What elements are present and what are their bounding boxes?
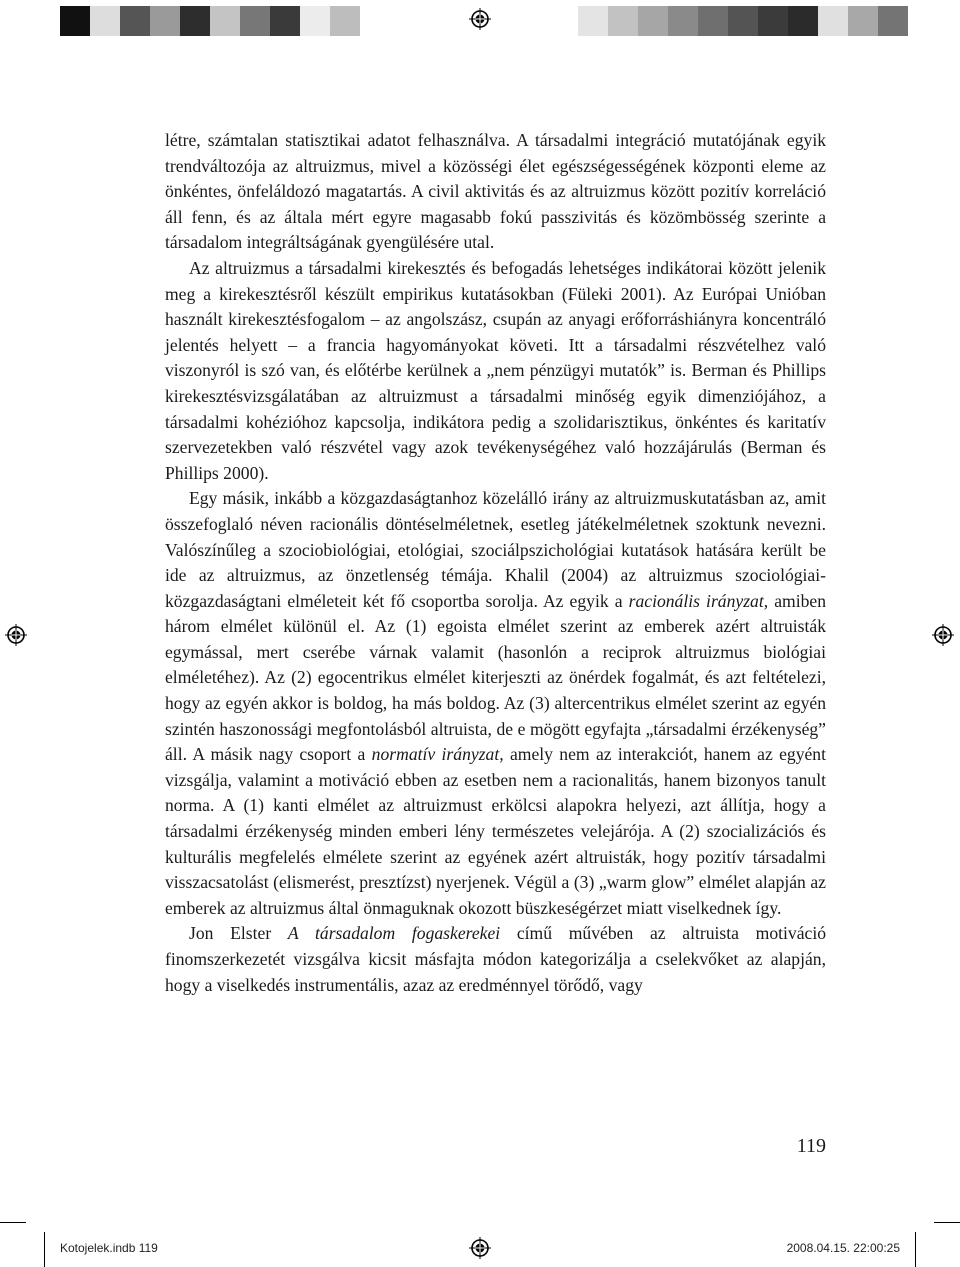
text-run: amely nem az interakciót, hanem az egyént vizsgálja, valamint a motiváció ebben az esetben nem a racionalitás, hanem bizonyos tanult norma. A (1) kanti elmélet az altruizmust erkölcsi alapokra helyezi, azt állítja, hogy a társadalmi érzékenység minden emberi lény természetes velejárója. A (2) szocializációs és kulturális megfelelés elmélete szerint az egyének azért altruisták, hogy pozitív társadalmi visszacsatolást (elismerést, presztízst) nyerjenek. Végül a (3) „warm glow” elmélet alapján az emberek az altruizmus által önmaguknak okozott büszkeségérzet miatt viselkednek így. xyxy=(165,744,826,918)
color-swatch xyxy=(330,6,360,36)
text-run: című művében az altruista motiváció finomszerkezetét vizsgálva kicsit másfajta módon kategorizálja a cselekvőket az alapján, hogy a viselkedés instrumentális, azaz az eredménnyel törődő, vagy xyxy=(165,923,827,995)
crop-mark xyxy=(915,1232,916,1267)
italic-text: normatív irányzat, xyxy=(371,744,504,765)
text-run: Jon Elster xyxy=(189,923,288,944)
body-text xyxy=(165,128,826,998)
color-swatch xyxy=(210,6,240,36)
italic-text: A társadalom fogaskerekei xyxy=(287,923,501,944)
color-bar-right xyxy=(578,6,908,36)
registration-mark-icon xyxy=(469,1237,491,1259)
color-swatch xyxy=(270,6,300,36)
color-swatch xyxy=(848,6,878,36)
color-swatch xyxy=(788,6,818,36)
paragraph xyxy=(165,256,826,486)
color-swatch xyxy=(300,6,330,36)
italic-text: racionális irányzat, xyxy=(628,590,769,611)
slug-file-info: Kotojelek.indb 119 xyxy=(60,1241,158,1255)
paragraph xyxy=(165,921,826,998)
text-run: létre, számtalan statisztikai adatot felhasználva. A társadalmi integráció mutatójának egyik trendváltozója az altruizmus, mivel a közösségi élet egészségességének központi eleme az önkéntes, önfeláldozó magatartás. A civil aktivitás és az altruizmus között pozitív korreláció áll fenn, és az általa mért egyre magasabb fokú passzivitás és közömbösség szerinte a társadalom integráltságának gyengülésére utal. xyxy=(165,130,826,253)
crop-mark xyxy=(0,1222,26,1223)
color-swatch xyxy=(698,6,728,36)
color-swatch xyxy=(878,6,908,36)
color-swatch xyxy=(60,6,90,36)
crop-mark xyxy=(44,1232,45,1267)
text-run: amiben három elmélet különül el. Az (1) egoista elmélet szerint az emberek azért altruisták egymással, mert cserébe várnak valamit (hasonlón a reciprok altruizmus biológiai elméletéhez). Az (2) egocentrikus elmélet kiterjeszti az önérdek fogalmát, és azt feltételezi, hogy az egyén akkor is boldog, ha más boldog. Az (3) altercentrikus elmélet szerint az egyén szintén haszonossági megfontolásból altruista, de e mögött egyfajta „társadalmi érzékenység” áll. A másik nagy csoport a xyxy=(165,590,827,765)
color-swatch xyxy=(150,6,180,36)
color-bar-left xyxy=(60,6,360,36)
color-swatch xyxy=(638,6,668,36)
color-swatch xyxy=(758,6,788,36)
page-number: 119 xyxy=(796,1135,826,1157)
color-swatch xyxy=(90,6,120,36)
color-swatch xyxy=(728,6,758,36)
color-swatch xyxy=(608,6,638,36)
text-run: Egy másik, inkább a közgazdaságtanhoz közelálló irány az altruizmuskutatásban az, amit összefoglaló néven racionális döntéselméletnek, esetleg játékelméletnek szoktunk nevezni. Valószínűleg a szociobiológiai, etológiai, szociálpszichológiai kutatások hatására került be ide az altruizmus, az önzetlenség témája. Khalil (2004) az altruizmus szociológiai-közgazdaságtani elméleteit két fő csoportba sorolja. Az egyik a xyxy=(165,488,826,611)
slug-timestamp: 2008.04.15. 22:00:25 xyxy=(786,1241,900,1255)
color-swatch xyxy=(578,6,608,36)
color-swatch xyxy=(120,6,150,36)
registration-mark-icon xyxy=(469,8,491,30)
color-swatch xyxy=(240,6,270,36)
crop-mark xyxy=(934,1222,960,1223)
registration-mark-icon xyxy=(5,624,27,646)
registration-mark-icon xyxy=(932,624,954,646)
paragraph xyxy=(165,128,826,256)
color-swatch xyxy=(180,6,210,36)
paragraph xyxy=(165,486,826,921)
text-run: Az altruizmus a társadalmi kirekesztés és befogadás lehetséges indikátorai között jelenik meg a kirekesztésről készült empirikus kutatásokban (Füleki 2001). Az Európai Unióban használt kirekesztésfogalom – az angolszász, csupán az anyagi erőforráshiányra koncentráló jelentés helyett – a francia hagyományokat követi. Itt a társadalmi részvételhez való viszonyról is szó van, és előtérbe kerülnek a „nem pénzügyi mutatók” is. Berman és Phillips kirekesztésvizsgálatában az altruizmust a társadalmi minőség egyik dimenziójához, a társadalmi kohézióhoz kapcsolja, indikátora pedig a szolidarisztikus, önkéntes és karitatív szervezetekben való részvétel vagy azok tevékenységéhez való hozzájárulás (Berman és Phillips 2000). xyxy=(165,257,826,483)
color-swatch xyxy=(818,6,848,36)
color-swatch xyxy=(668,6,698,36)
